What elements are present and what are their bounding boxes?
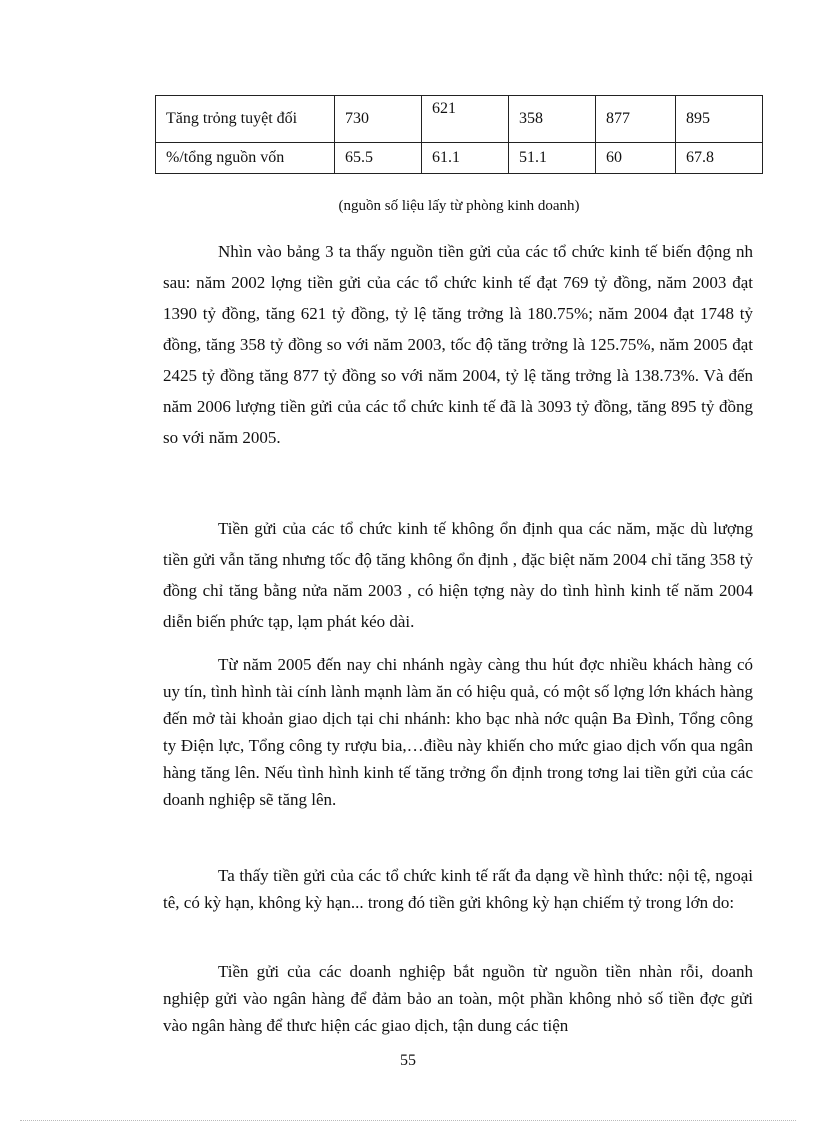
- table-row: [156, 96, 763, 143]
- table-cell: 61.1: [422, 143, 509, 174]
- paragraph: Tiền gửi của các tổ chức kinh tế không ổn định qua các năm, mặc dù lượng tiền gửi vẫn tăng nhưng tốc độ tăng không ổn định , đặc biệt năm 2004 chỉ tăng 358 tỷ đồng chỉ tăng bằng nửa năm 2003 , có hiện tợng này do tình hình kinh tế năm 2004 diễn biến phức tạp, lạm phát kéo dài.: [163, 519, 753, 631]
- paragraph: Nhìn vào bảng 3 ta thấy nguồn tiền gửi của các tổ chức kinh tế biến động nh sau: năm 2002 lợng tiền gửi của các tổ chức kinh tế đạt 769 tỷ đồng, năm 2003 đạt 1390 tỷ đồng, tăng 621 tỷ đồng, tỷ lệ tăng trởng là 180.75%; năm 2004 đạt 1748 tỷ đồng, tăng 358 tỷ đồng so với năm 2003, tốc độ tăng trởng là 125.75%, năm 2005 đạt 2425 tỷ đồng tăng 877 tỷ đồng so với năm 2004, tỷ lệ tăng trởng là 138.73%. Và đến năm 2006 lượng tiền gửi của các tổ chức kinh tế đã là 3093 tỷ đồng, tăng 895 tỷ đồng so với năm 2005.: [163, 242, 753, 447]
- row-label: %/tổng nguồn vốn: [156, 143, 335, 174]
- table-cell: 895: [675, 96, 762, 143]
- table-cell: 621: [422, 96, 509, 143]
- paragraph: Ta thấy tiền gửi của các tổ chức kinh tế rất đa dạng về hình thức: nội tệ, ngoại tê, có kỳ hạn, không kỳ hạn... trong đó tiền gửi không kỳ hạn chiếm tỷ trong lớn do:: [163, 866, 753, 912]
- table-cell: 877: [596, 96, 676, 143]
- page-footer-divider: [20, 1120, 796, 1121]
- table-source-caption: (nguồn số liệu lấy từ phòng kinh doanh): [338, 198, 580, 214]
- table-cell: 60: [596, 143, 676, 174]
- table-cell: 67.8: [675, 143, 762, 174]
- page-number: 55: [400, 1052, 416, 1069]
- table-cell: 358: [509, 96, 596, 143]
- table-cell: 65.5: [335, 143, 422, 174]
- paragraph: Từ năm 2005 đến nay chi nhánh ngày càng thu hút đợc nhiều khách hàng có uy tín, tình hình tài cính lành mạnh làm ăn có hiệu quả, có một số lợng lớn khách hàng đến mở tài khoản giao dịch tại chi nhánh: kho bạc nhà nớc quận Ba Đình, Tổng công ty Điện lực, Tổng công ty rượu bia,…điều này khiến cho mức giao dịch vốn qua ngân hàng tăng lên. Nếu tình hình kinh tế tăng trởng ổn định trong tơng lai tiền gửi của các doanh nghiệp sẽ tăng lên.: [163, 655, 753, 809]
- row-label: Tăng trỏng tuyệt đối: [156, 96, 335, 143]
- table-cell: 51.1: [509, 143, 596, 174]
- paragraph: Tiền gửi của các doanh nghiệp bắt nguồn từ nguồn tiền nhàn rỗi, doanh nghiệp gửi vào ngân hàng để đảm bảo an toàn, một phần không nhỏ số tiền đợc gửi vào ngân hàng để thưc hiện các giao dịch, tận dung các tiện: [163, 962, 753, 1035]
- table-row: [156, 143, 763, 174]
- growth-table: [155, 95, 763, 174]
- table-cell: 730: [335, 96, 422, 143]
